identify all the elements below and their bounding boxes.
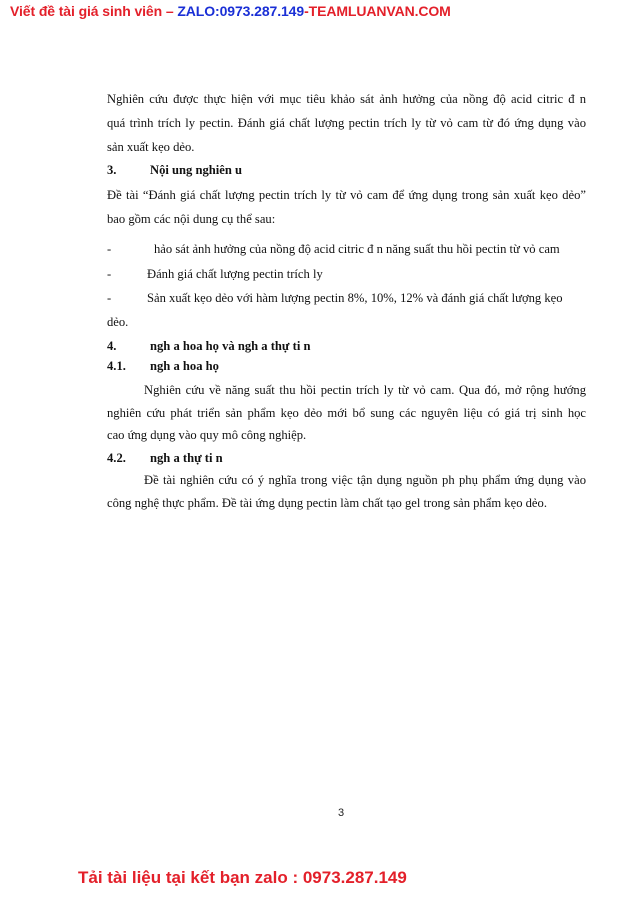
page-number: 3 (338, 807, 345, 819)
section-4-2-number: 4.2. (107, 451, 126, 465)
bullet-mark-1: - (107, 242, 112, 256)
bullet-mark-3: - (107, 291, 112, 305)
section-4-2-line-1: Đề tài nghiên cứu có ý nghĩa trong việc tận dụng nguồn ph phụ phẩm ứng dụng vào (144, 473, 586, 487)
section-3-number: 3. (107, 163, 117, 177)
section-4-title: ngh a hoa họ và ngh a thự ti n (150, 339, 311, 353)
section-4-1-line-3: cao ứng dụng vào quy mô công nghiệp. (107, 428, 307, 442)
intro-line-1: Nghiên cứu được thực hiện với mục tiêu khảo sát ảnh hưởng của nồng độ acid citric đ n (107, 92, 586, 106)
bullet-text-2: Đánh giá chất lượng pectin trích ly (147, 267, 323, 281)
intro-line-3: sản xuất kẹo dẻo. (107, 140, 195, 154)
bullet-mark-2: - (107, 267, 112, 281)
intro-line-2: quá trình trích ly pectin. Đánh giá chất lượng pectin trích ly từ vỏ cam từ đó ứng dụng vào (107, 116, 586, 130)
header-part1: Viết đề tài giá sinh viên – (10, 3, 178, 19)
header-site: -TEAMLUANVAN.COM (304, 3, 451, 19)
bullet-text-1: hảo sát ảnh hưởng của nồng độ acid citric đ n năng suất thu hồi pectin từ vỏ cam (154, 242, 560, 256)
section-3-title: Nội ung nghiên u (150, 163, 243, 177)
section-3-line-2: bao gồm các nội dung cụ thể sau: (107, 212, 276, 226)
document-body (107, 0, 586, 903)
section-4-1-title: ngh a hoa họ (150, 359, 219, 373)
section-3-line-1: Đề tài “Đánh giá chất lượng pectin trích ly từ vỏ cam để ứng dụng trong sản xuất kẹo dẻo” (107, 188, 586, 202)
section-4-1-number: 4.1. (107, 359, 126, 373)
footer-banner: Tải tài liệu tại kết bạn zalo : 0973.287.149 (78, 868, 407, 887)
bullet-text-3: Sản xuất kẹo dẻo với hàm lượng pectin 8%, 10%, 12% và đánh giá chất lượng kẹo (147, 291, 563, 305)
section-4-1-line-1: Nghiên cứu về năng suất thu hồi pectin trích ly từ vỏ cam. Qua đó, mở rộng hướng (144, 383, 586, 397)
section-4-2-line-2: công nghệ thực phẩm. Đề tài ứng dụng pectin làm chất tạo gel trong sản phẩm kẹo dẻo. (107, 496, 547, 510)
section-4-number: 4. (107, 339, 117, 353)
bullet-3-continuation: dẻo. (107, 315, 129, 329)
header-zalo: ZALO:0973.287.149 (177, 3, 305, 19)
section-4-2-title: ngh a thự ti n (150, 451, 223, 465)
section-4-1-line-2: nghiên cứu phát triển sản phẩm kẹo dẻo mới bổ sung các nguyên liệu có giá trị sinh học (107, 406, 586, 420)
